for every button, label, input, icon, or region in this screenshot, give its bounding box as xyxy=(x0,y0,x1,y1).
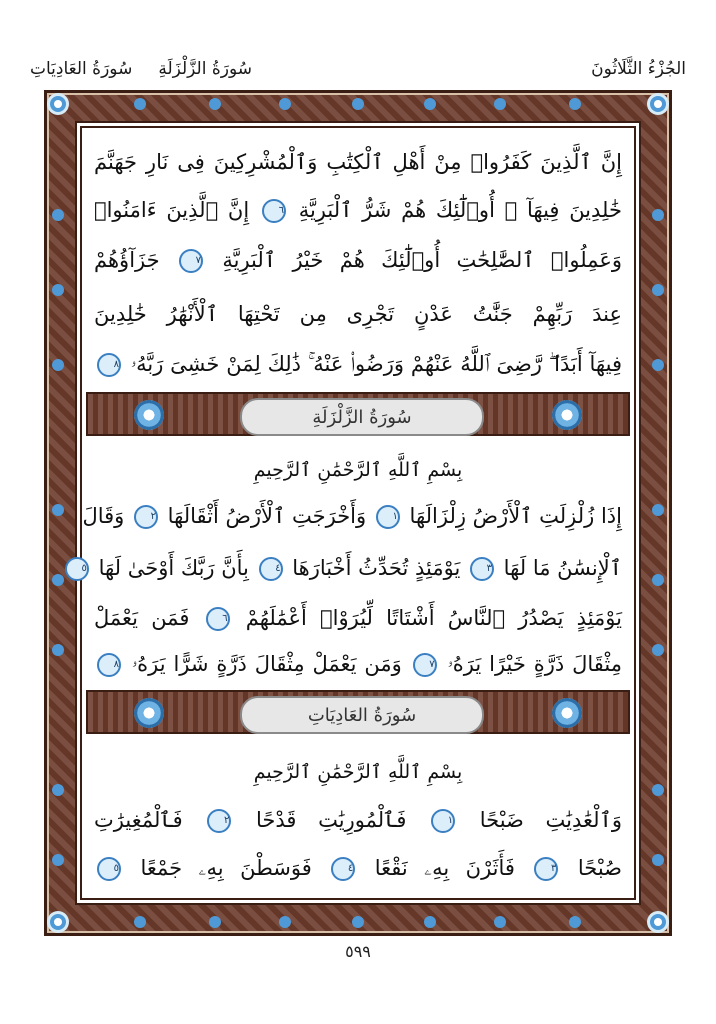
rosette-icon xyxy=(552,400,582,430)
basmala: بِسْمِ ٱللَّهِ ٱلرَّحْمَٰنِ ٱلرَّحِيمِ xyxy=(253,459,463,481)
verse-line: وَٱلْعَٰدِيَٰتِ ضَبْحًا ١ فَٱلْمُورِيَٰتِ قَدْحًا ٢ فَٱلْمُغِيرَٰتِ xyxy=(94,808,622,832)
surah-banner-adiyat xyxy=(86,690,630,734)
verse-line: خَٰلِدِينَ فِيهَآ ۚ أُو۟لَٰٓئِكَ هُمْ شَرُّ ٱلْبَرِيَّةِ ٦ إِنَّ ٱلَّذِينَ ءَامَنُوا۟ xyxy=(94,198,622,222)
ayah-marker-icon: ٧ xyxy=(179,249,203,273)
verse-line: وَعَمِلُوا۟ ٱلصَّٰلِحَٰتِ أُو۟لَٰٓئِكَ هُمْ خَيْرُ ٱلْبَرِيَّةِ ٧ جَزَآؤُهُمْ xyxy=(94,248,622,272)
verse-line: عِندَ رَبِّهِمْ جَنَّٰتُ عَدْنٍ تَجْرِى مِن تَحْتِهَا ٱلْأَنْهَٰرُ خَٰلِدِينَ xyxy=(94,302,622,326)
basmala: بِسْمِ ٱللَّهِ ٱلرَّحْمَٰنِ ٱلرَّحِيمِ xyxy=(253,761,463,783)
verse-line: فِيهَآ أَبَدًا ۖ رَّضِىَ ٱللَّهُ عَنْهُمْ وَرَضُوا۟ عَنْهُ ۚ ذَٰلِكَ لِمَنْ خَشِىَ رَبَّهُۥ ٨ xyxy=(94,342,622,386)
ayah-marker-icon: ٤ xyxy=(331,857,355,881)
page-header xyxy=(30,52,686,86)
juz-title: الجُزْءُ الثَّلَاثُونَ xyxy=(591,59,686,79)
ayah-marker-icon: ٦ xyxy=(206,607,230,631)
rosette-icon xyxy=(552,698,582,728)
ayah-marker-icon: ٥ xyxy=(65,557,89,581)
ayah-marker-icon: ٣ xyxy=(534,857,558,881)
verse-line: مِثْقَالَ ذَرَّةٍ خَيْرًا يَرَهُۥ ٧ وَمَن يَعْمَلْ مِثْقَالَ ذَرَّةٍ شَرًّا يَرَهُۥ ٨ xyxy=(94,642,622,686)
ayah-marker-icon: ٥ xyxy=(97,857,121,881)
surah-names xyxy=(30,59,252,79)
ayah-marker-icon: ٨ xyxy=(97,353,121,377)
rosette-icon xyxy=(134,698,164,728)
ayah-marker-icon: ١ xyxy=(376,505,400,529)
surah-title: سُورَةُ العَادِيَاتِ xyxy=(240,696,484,734)
ayah-marker-icon: ٦ xyxy=(262,199,286,223)
ayah-marker-icon: ١ xyxy=(431,809,455,833)
ayah-marker-icon: ٨ xyxy=(97,653,121,677)
verse-line: إِنَّ ٱلَّذِينَ كَفَرُوا۟ مِنْ أَهْلِ ٱلْكِتَٰبِ وَٱلْمُشْرِكِينَ فِى نَارِ جَهَنَّمَ xyxy=(94,150,622,174)
ayah-marker-icon: ٣ xyxy=(470,557,494,581)
ayah-marker-icon: ٧ xyxy=(413,653,437,677)
surah-title: سُورَةُ الزَّلْزَلَةِ xyxy=(240,398,484,436)
ayah-marker-icon: ٢ xyxy=(134,505,158,529)
verse-line: يَوْمَئِذٍ يَصْدُرُ ٱلنَّاسُ أَشْتَاتًا لِّيُرَوْا۟ أَعْمَٰلَهُمْ ٦ فَمَن يَعْمَلْ xyxy=(94,606,622,630)
rosette-icon xyxy=(134,400,164,430)
verse-line: ٱلْإِنسَٰنُ مَا لَهَا ٣ يَوْمَئِذٍ تُحَدِّثُ أَخْبَارَهَا ٤ بِأَنَّ رَبَّكَ أَوْحَىٰ لَهَا ٥ xyxy=(94,546,622,590)
ayah-marker-icon: ٤ xyxy=(259,557,283,581)
surah-banner-zalzalah xyxy=(86,392,630,436)
verse-line: إِذَا زُلْزِلَتِ ٱلْأَرْضُ زِلْزَالَهَا ١ وَأَخْرَجَتِ ٱلْأَرْضُ أَثْقَالَهَا ٢ وَقَالَ xyxy=(82,504,622,528)
ayah-marker-icon: ٢ xyxy=(207,809,231,833)
page-number: ٥٩٩ xyxy=(345,942,371,961)
surah-next: سُورَةُ العَادِيَاتِ xyxy=(30,59,133,79)
surah-current: سُورَةُ الزَّلْزَلَةِ xyxy=(158,59,253,79)
verse-line: صُبْحًا ٣ فَأَثَرْنَ بِهِۦ نَقْعًا ٤ فَوَسَطْنَ بِهِۦ جَمْعًا ٥ xyxy=(94,846,622,890)
